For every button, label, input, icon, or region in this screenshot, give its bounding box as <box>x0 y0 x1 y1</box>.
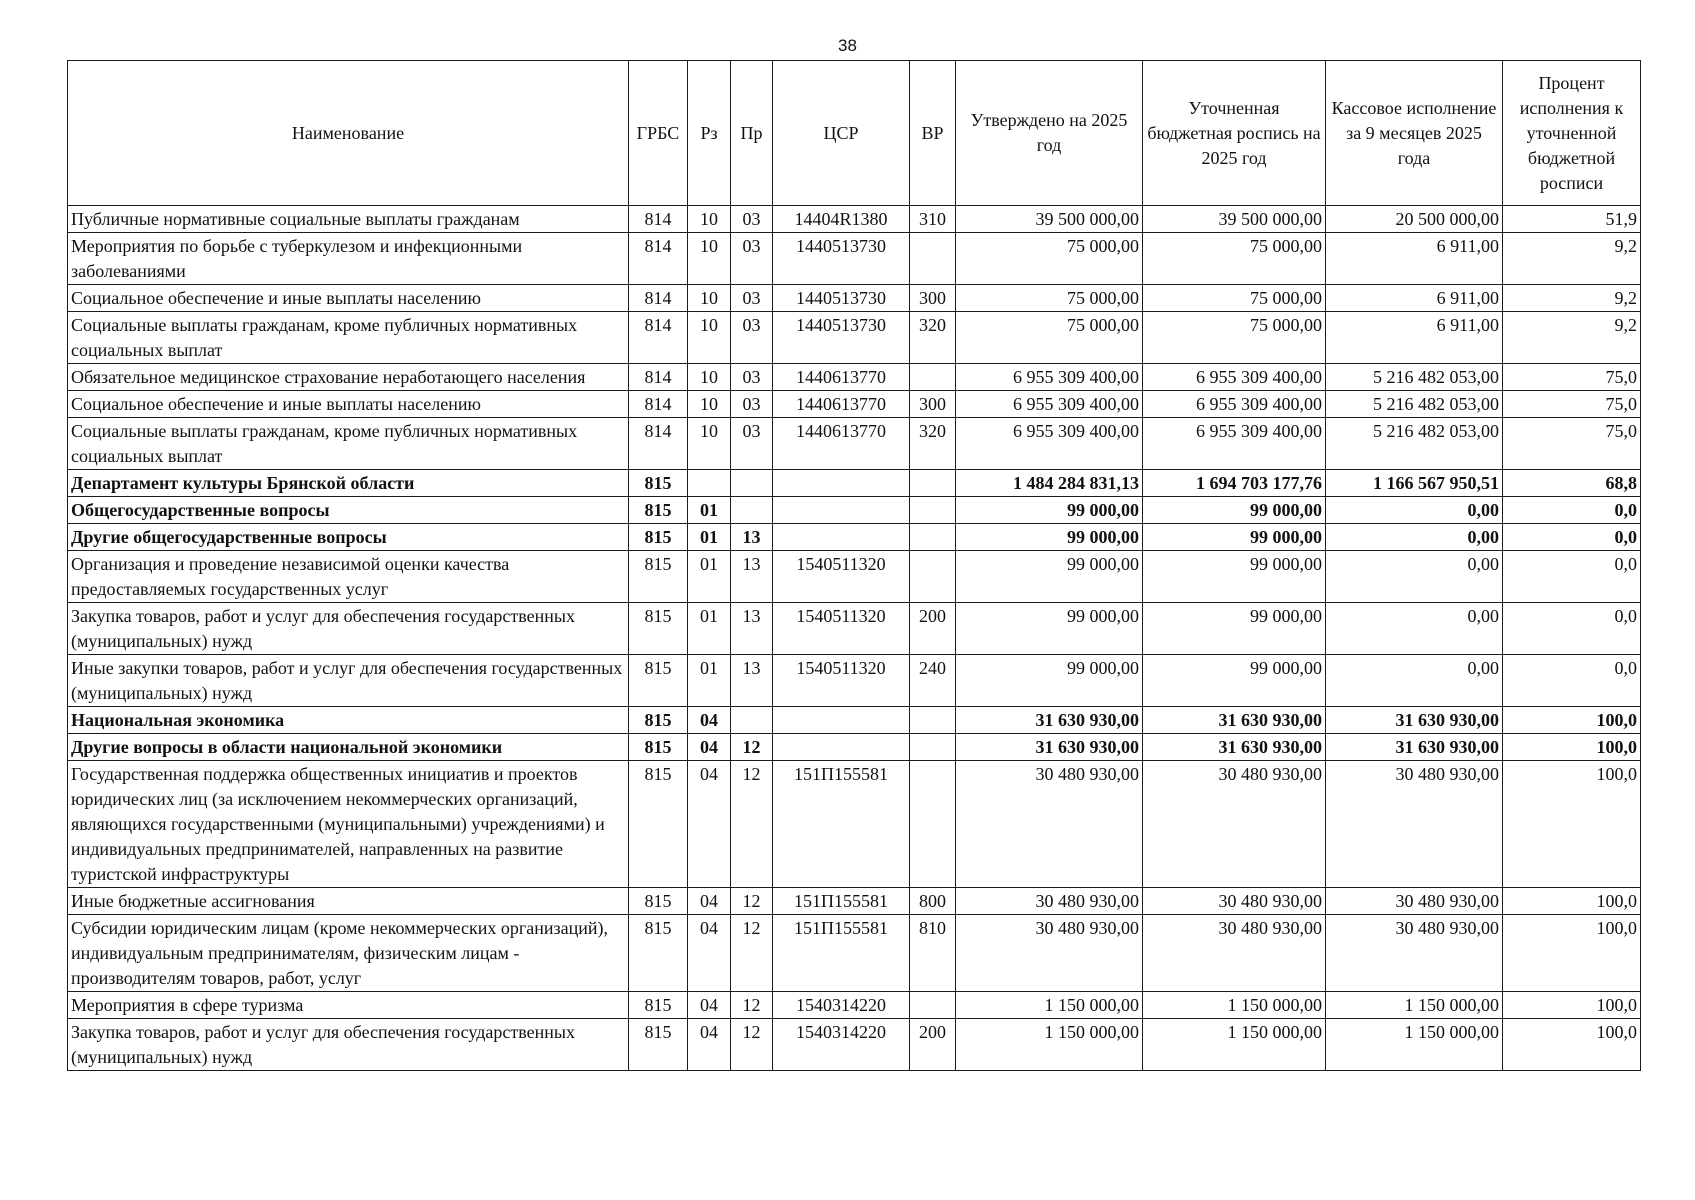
row-refined: 1 694 703 177,76 <box>1143 470 1326 497</box>
row-name: Мероприятия по борьбе с туберкулезом и инфекционными заболеваниями <box>68 233 629 285</box>
row-pr: 03 <box>731 285 773 312</box>
table-row <box>68 888 1641 915</box>
row-name: Департамент культуры Брянской области <box>68 470 629 497</box>
row-rz: 10 <box>688 312 731 364</box>
budget-table <box>67 60 1641 1071</box>
row-vr <box>910 551 956 603</box>
row-percent: 75,0 <box>1503 418 1641 470</box>
row-cash: 31 630 930,00 <box>1326 707 1503 734</box>
row-percent: 0,0 <box>1503 524 1641 551</box>
row-rz: 04 <box>688 761 731 888</box>
row-name: Другие вопросы в области национальной экономики <box>68 734 629 761</box>
row-cash: 20 500 000,00 <box>1326 206 1503 233</box>
table-row <box>68 915 1641 992</box>
row-name: Закупка товаров, работ и услуг для обеспечения государственных (муниципальных) нужд <box>68 603 629 655</box>
row-pr: 03 <box>731 391 773 418</box>
row-rz: 01 <box>688 524 731 551</box>
row-percent: 0,0 <box>1503 603 1641 655</box>
row-percent: 0,0 <box>1503 497 1641 524</box>
row-refined: 99 000,00 <box>1143 497 1326 524</box>
row-csr: 1440613770 <box>773 391 910 418</box>
row-approved: 30 480 930,00 <box>956 761 1143 888</box>
header-rz: Рз <box>688 61 731 206</box>
row-percent: 100,0 <box>1503 1019 1641 1071</box>
table-row <box>68 418 1641 470</box>
row-rz: 04 <box>688 707 731 734</box>
header-vr: ВР <box>910 61 956 206</box>
row-csr: 151П155581 <box>773 761 910 888</box>
header-name: Наименование <box>68 61 629 206</box>
row-pr: 13 <box>731 655 773 707</box>
row-rz: 10 <box>688 391 731 418</box>
row-pr <box>731 470 773 497</box>
row-grbs: 814 <box>629 312 688 364</box>
header-pr: Пр <box>731 61 773 206</box>
row-grbs: 815 <box>629 655 688 707</box>
row-grbs: 815 <box>629 761 688 888</box>
row-cash: 30 480 930,00 <box>1326 761 1503 888</box>
row-csr: 1440513730 <box>773 285 910 312</box>
row-refined: 6 955 309 400,00 <box>1143 391 1326 418</box>
row-grbs: 815 <box>629 915 688 992</box>
row-cash: 0,00 <box>1326 497 1503 524</box>
row-grbs: 815 <box>629 992 688 1019</box>
row-percent: 100,0 <box>1503 761 1641 888</box>
row-percent: 75,0 <box>1503 391 1641 418</box>
row-pr: 03 <box>731 206 773 233</box>
row-approved: 75 000,00 <box>956 285 1143 312</box>
row-percent: 100,0 <box>1503 915 1641 992</box>
row-pr: 13 <box>731 551 773 603</box>
row-pr: 12 <box>731 915 773 992</box>
row-vr: 800 <box>910 888 956 915</box>
row-approved: 75 000,00 <box>956 312 1143 364</box>
row-percent: 100,0 <box>1503 734 1641 761</box>
row-percent: 100,0 <box>1503 707 1641 734</box>
row-csr: 1540314220 <box>773 992 910 1019</box>
row-cash: 0,00 <box>1326 524 1503 551</box>
row-name: Социальные выплаты гражданам, кроме публичных нормативных социальных выплат <box>68 312 629 364</box>
row-vr <box>910 470 956 497</box>
table-row <box>68 497 1641 524</box>
table-row <box>68 364 1641 391</box>
header-approved: Утверждено на 2025 год <box>956 61 1143 206</box>
row-pr: 13 <box>731 524 773 551</box>
row-grbs: 814 <box>629 364 688 391</box>
header-percent: Процент исполнения к уточненной бюджетной росписи <box>1503 61 1641 206</box>
row-rz: 04 <box>688 992 731 1019</box>
row-csr: 1440513730 <box>773 233 910 285</box>
row-name: Социальные выплаты гражданам, кроме публичных нормативных социальных выплат <box>68 418 629 470</box>
row-vr: 310 <box>910 206 956 233</box>
row-pr: 03 <box>731 418 773 470</box>
row-name: Национальная экономика <box>68 707 629 734</box>
table-row <box>68 391 1641 418</box>
row-name: Организация и проведение независимой оценки качества предоставляемых государственных услуг <box>68 551 629 603</box>
table-row <box>68 285 1641 312</box>
row-approved: 1 484 284 831,13 <box>956 470 1143 497</box>
row-grbs: 815 <box>629 734 688 761</box>
row-cash: 1 150 000,00 <box>1326 1019 1503 1071</box>
row-name: Социальное обеспечение и иные выплаты населению <box>68 285 629 312</box>
row-vr <box>910 707 956 734</box>
header-grbs: ГРБС <box>629 61 688 206</box>
table-row <box>68 761 1641 888</box>
row-percent: 75,0 <box>1503 364 1641 391</box>
row-percent: 9,2 <box>1503 233 1641 285</box>
row-vr: 320 <box>910 418 956 470</box>
row-rz: 04 <box>688 888 731 915</box>
row-approved: 6 955 309 400,00 <box>956 418 1143 470</box>
table-row <box>68 655 1641 707</box>
row-rz: 01 <box>688 603 731 655</box>
row-csr: 1540511320 <box>773 655 910 707</box>
row-cash: 6 911,00 <box>1326 285 1503 312</box>
row-cash: 30 480 930,00 <box>1326 888 1503 915</box>
row-percent: 0,0 <box>1503 551 1641 603</box>
row-vr <box>910 497 956 524</box>
row-rz: 01 <box>688 655 731 707</box>
row-csr: 1540511320 <box>773 551 910 603</box>
row-vr <box>910 233 956 285</box>
row-vr: 810 <box>910 915 956 992</box>
header-cash: Кассовое исполнение за 9 месяцев 2025 года <box>1326 61 1503 206</box>
row-percent: 51,9 <box>1503 206 1641 233</box>
row-csr: 1440613770 <box>773 364 910 391</box>
row-name: Иные закупки товаров, работ и услуг для обеспечения государственных (муниципальных) нужд <box>68 655 629 707</box>
row-grbs: 815 <box>629 888 688 915</box>
row-vr: 300 <box>910 285 956 312</box>
row-refined: 99 000,00 <box>1143 551 1326 603</box>
table-row <box>68 603 1641 655</box>
row-name: Обязательное медицинское страхование неработающего населения <box>68 364 629 391</box>
row-pr: 12 <box>731 734 773 761</box>
row-name: Публичные нормативные социальные выплаты гражданам <box>68 206 629 233</box>
row-csr: 14404R1380 <box>773 206 910 233</box>
row-grbs: 814 <box>629 285 688 312</box>
row-percent: 100,0 <box>1503 992 1641 1019</box>
row-rz: 10 <box>688 206 731 233</box>
row-grbs: 815 <box>629 1019 688 1071</box>
row-grbs: 814 <box>629 418 688 470</box>
row-cash: 6 911,00 <box>1326 233 1503 285</box>
row-refined: 99 000,00 <box>1143 655 1326 707</box>
row-pr: 13 <box>731 603 773 655</box>
row-vr <box>910 992 956 1019</box>
row-refined: 31 630 930,00 <box>1143 707 1326 734</box>
row-refined: 30 480 930,00 <box>1143 888 1326 915</box>
row-vr: 240 <box>910 655 956 707</box>
table-row <box>68 233 1641 285</box>
row-name: Социальное обеспечение и иные выплаты населению <box>68 391 629 418</box>
row-grbs: 815 <box>629 524 688 551</box>
row-cash: 5 216 482 053,00 <box>1326 418 1503 470</box>
row-name: Другие общегосударственные вопросы <box>68 524 629 551</box>
row-csr <box>773 470 910 497</box>
row-refined: 31 630 930,00 <box>1143 734 1326 761</box>
row-name: Иные бюджетные ассигнования <box>68 888 629 915</box>
row-pr: 03 <box>731 364 773 391</box>
row-refined: 75 000,00 <box>1143 233 1326 285</box>
row-refined: 99 000,00 <box>1143 603 1326 655</box>
row-refined: 1 150 000,00 <box>1143 1019 1326 1071</box>
row-approved: 30 480 930,00 <box>956 888 1143 915</box>
row-csr: 1440613770 <box>773 418 910 470</box>
row-percent: 68,8 <box>1503 470 1641 497</box>
row-approved: 99 000,00 <box>956 603 1143 655</box>
row-vr: 300 <box>910 391 956 418</box>
row-vr <box>910 761 956 888</box>
table-row <box>68 551 1641 603</box>
row-approved: 99 000,00 <box>956 655 1143 707</box>
row-csr: 151П155581 <box>773 888 910 915</box>
row-cash: 31 630 930,00 <box>1326 734 1503 761</box>
row-rz: 04 <box>688 734 731 761</box>
row-cash: 30 480 930,00 <box>1326 915 1503 992</box>
row-grbs: 815 <box>629 707 688 734</box>
table-row <box>68 1019 1641 1071</box>
row-percent: 9,2 <box>1503 312 1641 364</box>
table-row <box>68 524 1641 551</box>
row-grbs: 814 <box>629 233 688 285</box>
row-approved: 31 630 930,00 <box>956 734 1143 761</box>
row-percent: 0,0 <box>1503 655 1641 707</box>
row-cash: 5 216 482 053,00 <box>1326 391 1503 418</box>
row-csr <box>773 497 910 524</box>
table-body <box>68 206 1641 1071</box>
row-grbs: 814 <box>629 391 688 418</box>
row-rz: 04 <box>688 1019 731 1071</box>
row-rz: 04 <box>688 915 731 992</box>
page-number: 38 <box>838 36 857 55</box>
row-refined: 30 480 930,00 <box>1143 915 1326 992</box>
row-pr: 12 <box>731 1019 773 1071</box>
row-percent: 9,2 <box>1503 285 1641 312</box>
row-approved: 99 000,00 <box>956 497 1143 524</box>
table-row <box>68 734 1641 761</box>
row-approved: 99 000,00 <box>956 524 1143 551</box>
row-name: Мероприятия в сфере туризма <box>68 992 629 1019</box>
header-csr: ЦСР <box>773 61 910 206</box>
row-refined: 1 150 000,00 <box>1143 992 1326 1019</box>
row-vr: 200 <box>910 1019 956 1071</box>
row-cash: 0,00 <box>1326 603 1503 655</box>
row-approved: 6 955 309 400,00 <box>956 391 1143 418</box>
row-pr <box>731 707 773 734</box>
table-row <box>68 992 1641 1019</box>
row-approved: 39 500 000,00 <box>956 206 1143 233</box>
row-approved: 6 955 309 400,00 <box>956 364 1143 391</box>
row-refined: 6 955 309 400,00 <box>1143 364 1326 391</box>
row-approved: 99 000,00 <box>956 551 1143 603</box>
row-csr <box>773 524 910 551</box>
row-pr <box>731 497 773 524</box>
row-refined: 6 955 309 400,00 <box>1143 418 1326 470</box>
row-grbs: 814 <box>629 206 688 233</box>
row-rz: 10 <box>688 285 731 312</box>
row-grbs: 815 <box>629 470 688 497</box>
row-refined: 39 500 000,00 <box>1143 206 1326 233</box>
row-cash: 0,00 <box>1326 551 1503 603</box>
row-cash: 6 911,00 <box>1326 312 1503 364</box>
row-cash: 5 216 482 053,00 <box>1326 364 1503 391</box>
row-cash: 1 166 567 950,51 <box>1326 470 1503 497</box>
row-rz <box>688 470 731 497</box>
row-name: Субсидии юридическим лицам (кроме некоммерческих организаций), индивидуальным предпринимателям, физическим лицам - производителям товаров, работ, услуг <box>68 915 629 992</box>
row-approved: 1 150 000,00 <box>956 1019 1143 1071</box>
row-pr: 03 <box>731 312 773 364</box>
row-grbs: 815 <box>629 603 688 655</box>
row-cash: 1 150 000,00 <box>1326 992 1503 1019</box>
row-name: Государственная поддержка общественных инициатив и проектов юридических лиц (за исключением некоммерческих организаций, являющихся государственными (муниципальными) учреждениями) и индивидуальных предпринимателей, направленных на развитие туристской инфраструктуры <box>68 761 629 888</box>
row-rz: 10 <box>688 233 731 285</box>
row-csr: 151П155581 <box>773 915 910 992</box>
table-row <box>68 312 1641 364</box>
row-refined: 99 000,00 <box>1143 524 1326 551</box>
row-grbs: 815 <box>629 497 688 524</box>
row-pr: 12 <box>731 888 773 915</box>
row-refined: 75 000,00 <box>1143 312 1326 364</box>
row-refined: 75 000,00 <box>1143 285 1326 312</box>
row-approved: 1 150 000,00 <box>956 992 1143 1019</box>
row-rz: 01 <box>688 551 731 603</box>
row-approved: 30 480 930,00 <box>956 915 1143 992</box>
table-row <box>68 470 1641 497</box>
header-refined: Уточненная бюджетная роспись на 2025 год <box>1143 61 1326 206</box>
row-refined: 30 480 930,00 <box>1143 761 1326 888</box>
table-row <box>68 707 1641 734</box>
row-vr: 320 <box>910 312 956 364</box>
row-name: Закупка товаров, работ и услуг для обеспечения государственных (муниципальных) нужд <box>68 1019 629 1071</box>
row-grbs: 815 <box>629 551 688 603</box>
row-percent: 100,0 <box>1503 888 1641 915</box>
row-cash: 0,00 <box>1326 655 1503 707</box>
row-vr <box>910 734 956 761</box>
row-csr <box>773 734 910 761</box>
row-pr: 12 <box>731 992 773 1019</box>
table-header-row <box>68 61 1641 206</box>
row-pr: 12 <box>731 761 773 888</box>
table-row <box>68 206 1641 233</box>
row-csr: 1540511320 <box>773 603 910 655</box>
row-vr <box>910 364 956 391</box>
row-csr: 1540314220 <box>773 1019 910 1071</box>
row-approved: 75 000,00 <box>956 233 1143 285</box>
row-pr: 03 <box>731 233 773 285</box>
row-rz: 01 <box>688 497 731 524</box>
row-csr: 1440513730 <box>773 312 910 364</box>
row-csr <box>773 707 910 734</box>
row-vr <box>910 524 956 551</box>
row-vr: 200 <box>910 603 956 655</box>
row-rz: 10 <box>688 364 731 391</box>
row-approved: 31 630 930,00 <box>956 707 1143 734</box>
row-rz: 10 <box>688 418 731 470</box>
row-name: Общегосударственные вопросы <box>68 497 629 524</box>
